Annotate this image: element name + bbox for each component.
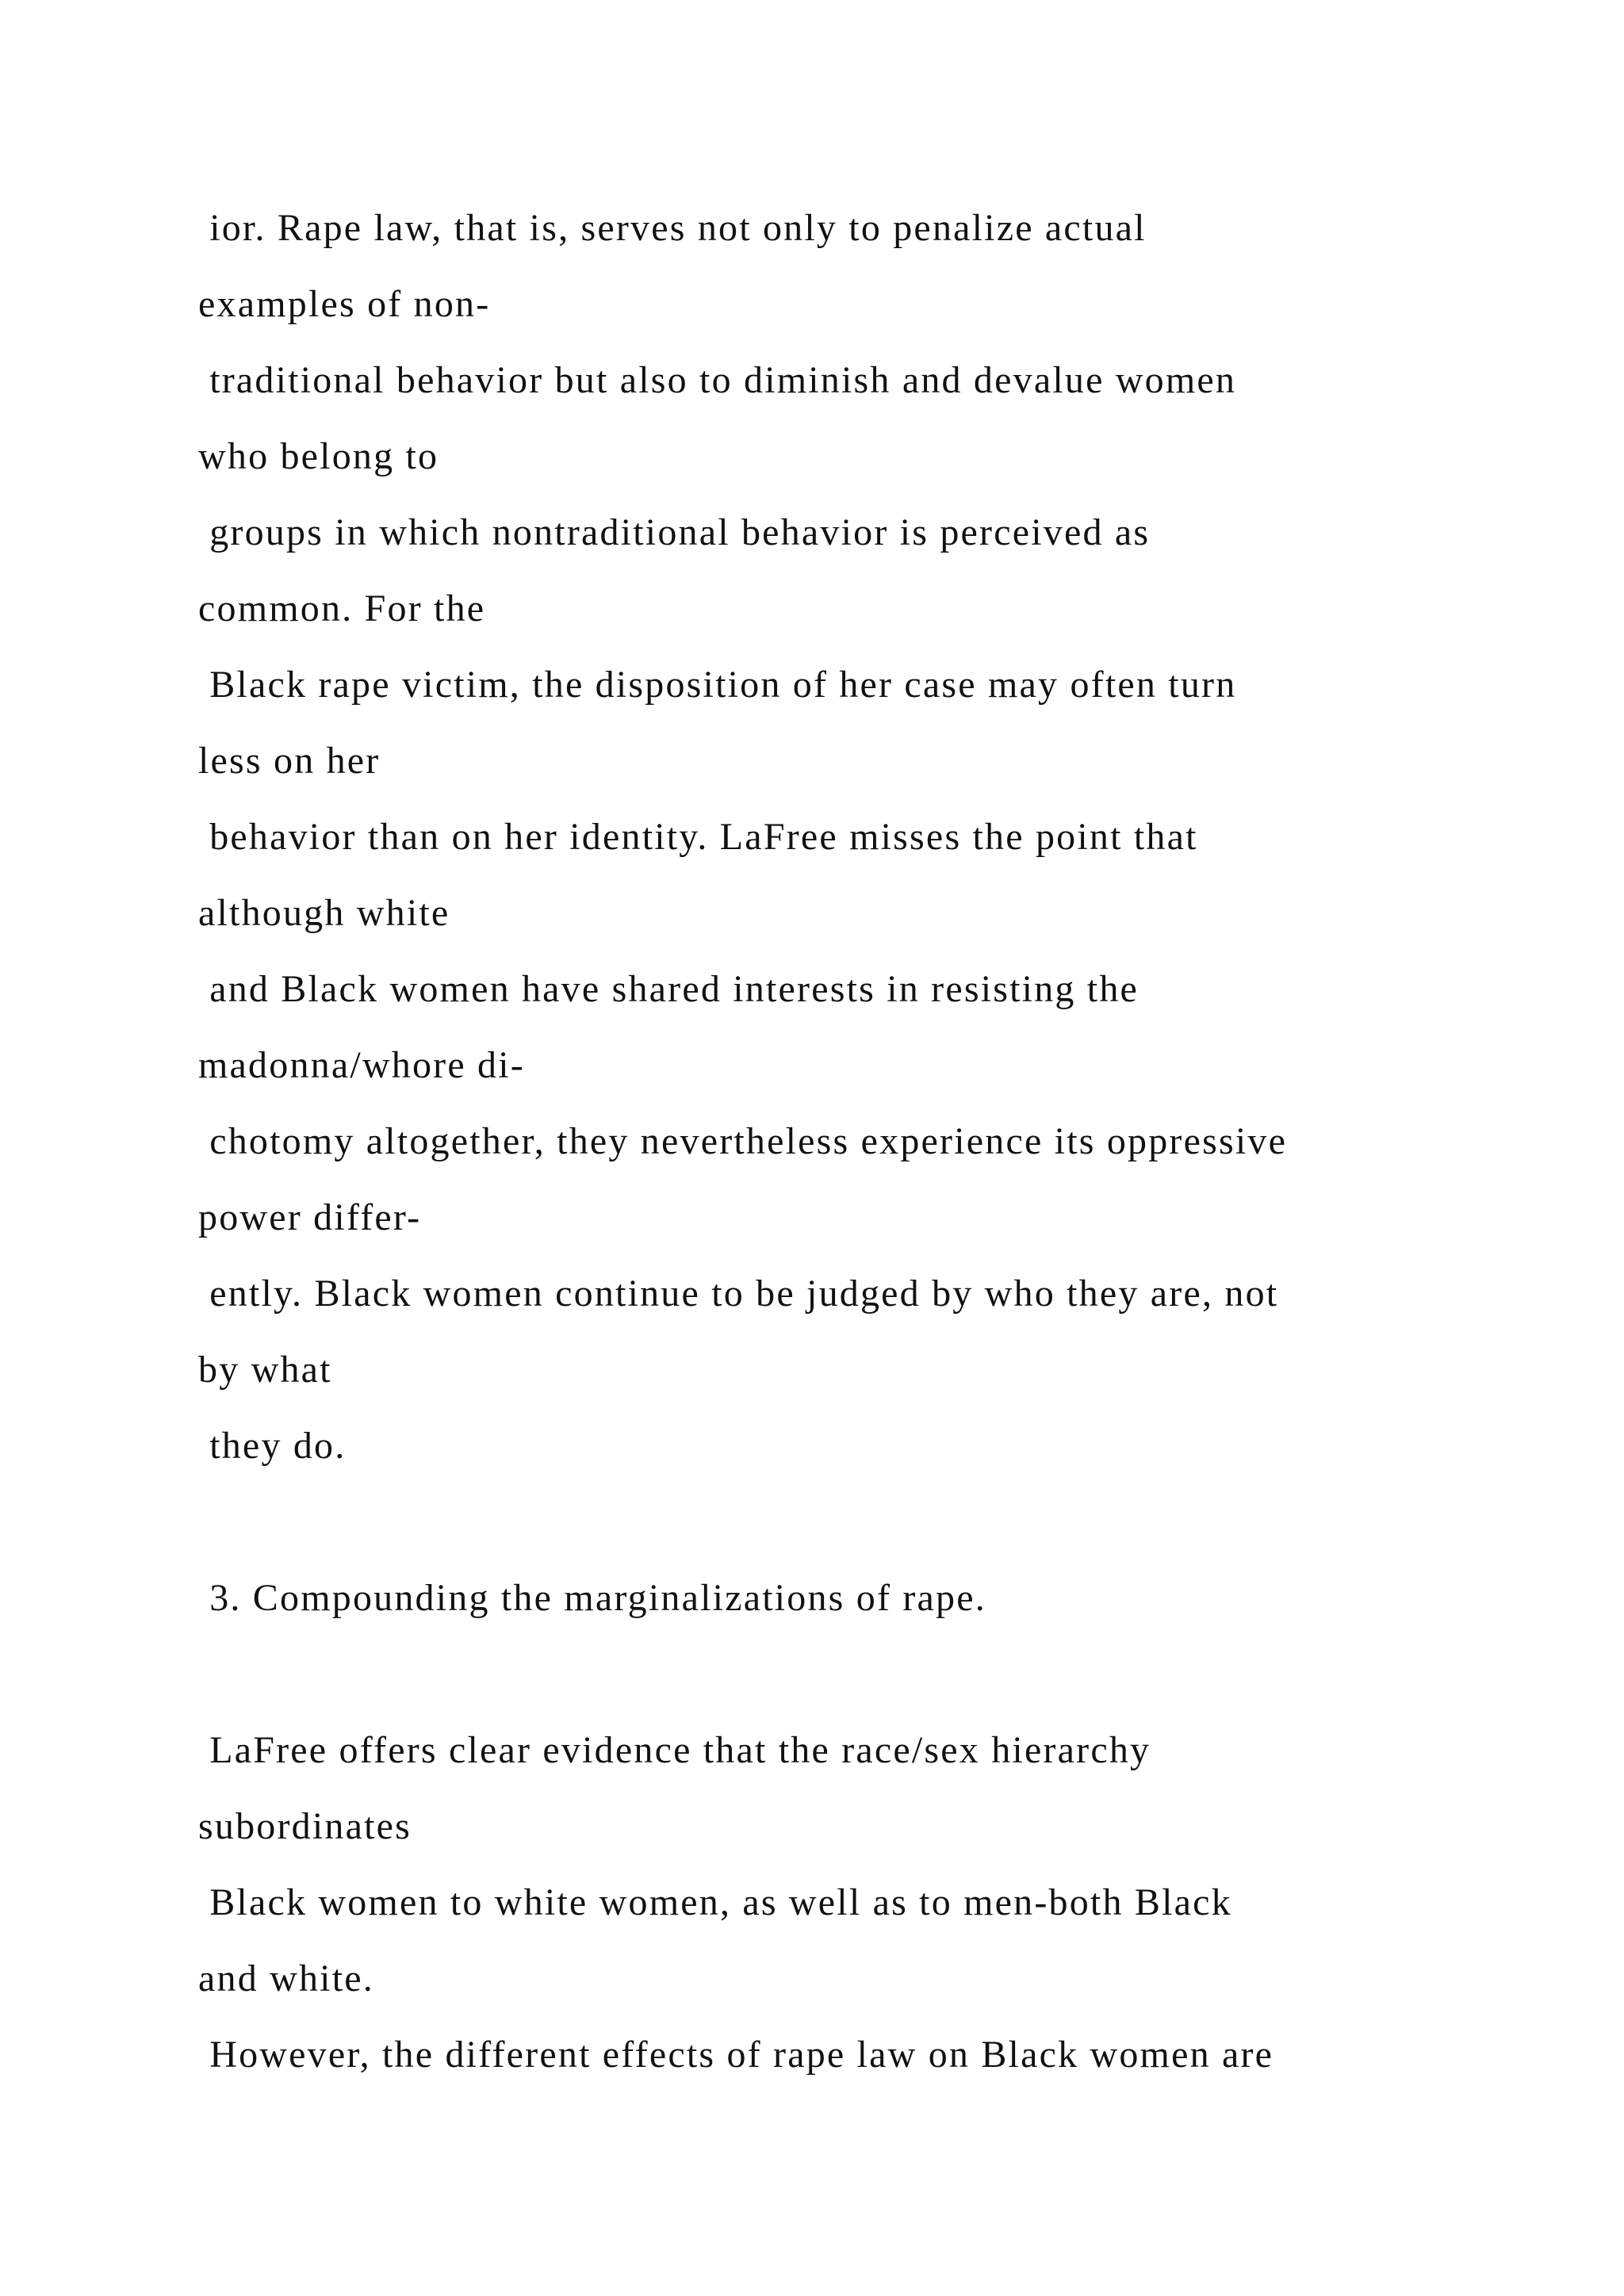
text-line: Black women to white women, as well as to men-both Black [198, 1881, 1232, 1923]
section-heading: 3. Compounding the marginalizations of rape. [198, 1577, 986, 1619]
blank-line [198, 1636, 1546, 1712]
text-line: examples of non- [198, 283, 491, 325]
text-line: However, the different effects of rape law on Black women are [198, 2034, 1274, 2076]
text-line: traditional behavior but also to diminish and devalue women [198, 359, 1237, 401]
text-line: who belong to [198, 435, 439, 477]
text-line: ior. Rape law, that is, serves not only to penalize actual [198, 207, 1147, 249]
text-line: they do. [198, 1425, 347, 1467]
text-line: and Black women have shared interests in resisting the [198, 968, 1139, 1010]
text-line: power differ- [198, 1196, 422, 1238]
text-line: and white. [198, 1957, 374, 1999]
text-line: LaFree offers clear evidence that the race/sex hierarchy [198, 1729, 1151, 1771]
text-line: although white [198, 892, 450, 934]
text-line: less on her [198, 740, 381, 782]
text-line: Black rape victim, the disposition of her case may often turn [198, 664, 1237, 706]
text-line: ently. Black women continue to be judged by who they are, not [198, 1272, 1279, 1314]
body-text [198, 190, 1546, 2093]
text-line: groups in which nontraditional behavior is perceived as [198, 511, 1151, 553]
text-line: by what [198, 1349, 332, 1391]
text-line: behavior than on her identity. LaFree misses the point that [198, 816, 1198, 858]
text-line: chotomy altogether, they nevertheless experience its oppressive [198, 1120, 1288, 1162]
text-line: subordinates [198, 1805, 412, 1847]
blank-line [198, 1484, 1546, 1560]
text-line: madonna/whore di- [198, 1044, 525, 1086]
text-line: common. For the [198, 587, 486, 629]
